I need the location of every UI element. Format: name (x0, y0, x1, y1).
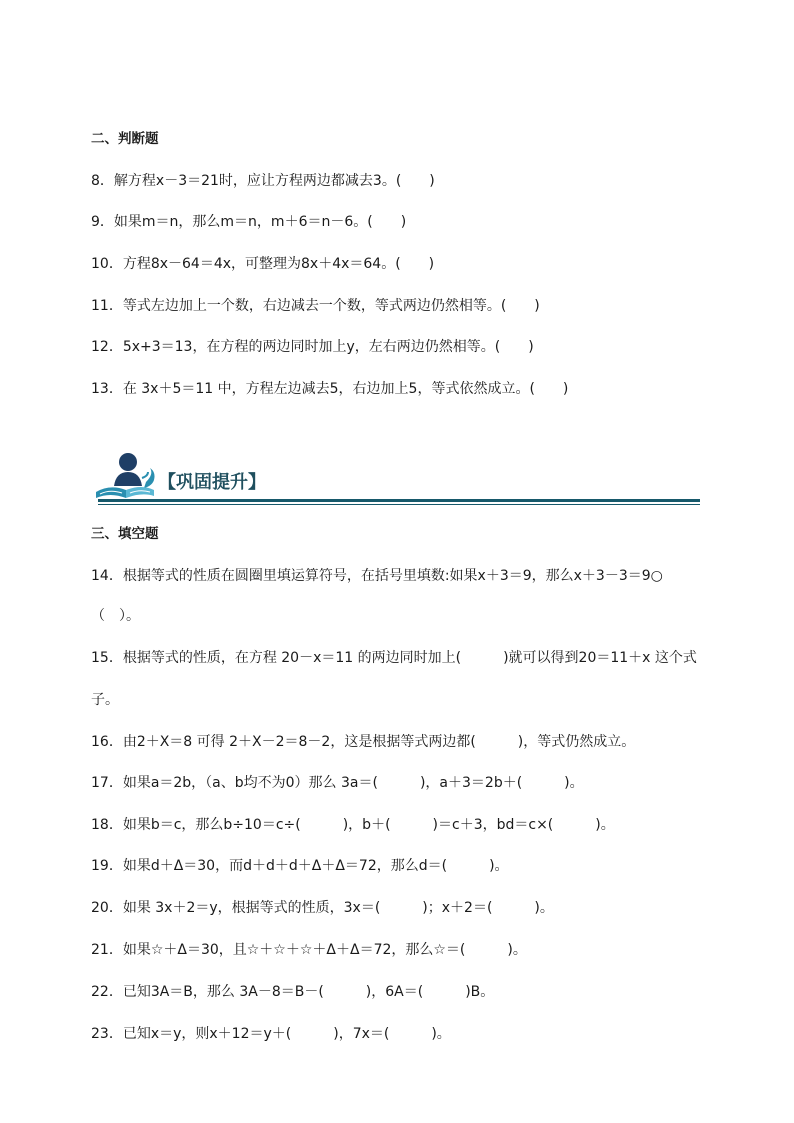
question-14-cont: （ ）。 (91, 608, 140, 624)
banner-title: 【巩固提升】 (158, 472, 266, 493)
question-19: 19．如果d＋Δ＝30，而d＋d＋d＋Δ＋Δ＝72，那么d＝( )。 (91, 858, 509, 874)
section-heading-fill-blank: 三、填空题 (91, 526, 159, 542)
question-23: 23．已知x＝y，则x＋12＝y＋( )，7x＝( )。 (91, 1026, 451, 1042)
question-10: 10．方程8x－64＝4x，可整理为8x＋4x＝64。( ) (91, 256, 435, 272)
section-heading-judgement: 二、判断题 (91, 131, 159, 147)
reader-book-icon (92, 448, 158, 502)
question-16: 16．由2＋X＝8 可得 2＋X－2＝8－2，这是根据等式两边都( )，等式仍然成立。 (91, 734, 636, 750)
question-13: 13．在 3x＋5＝11 中，方程左边减去5，右边加上5，等式依然成立。( ) (91, 381, 569, 397)
section-banner (92, 448, 700, 510)
question-18: 18．如果b＝c，那么b÷10＝c÷( )，b＋( )＝c＋3，bd＝c×( )。 (91, 817, 615, 833)
question-8: 8．解方程x－3＝21时，应让方程两边都减去3。( ) (91, 173, 435, 189)
question-15-cont: 子。 (91, 692, 119, 708)
question-21: 21．如果☆＋Δ＝30，且☆＋☆＋☆＋Δ＋Δ＝72，那么☆＝( )。 (91, 942, 527, 958)
question-17: 17．如果a＝2b，（a、b均不为0）那么 3a＝( )，a＋3＝2b＋( )。 (91, 775, 584, 791)
question-9: 9．如果m＝n，那么m＝n，m＋6＝n－6。( ) (91, 214, 407, 230)
question-15: 15．根据等式的性质，在方程 20－x＝11 的两边同时加上( )就可以得到20＝11＋x 这个式 (91, 650, 697, 666)
question-12: 12．5x+3＝13，在方程的两边同时加上y，左右两边仍然相等。( ) (91, 339, 534, 355)
banner-rule-thick (98, 499, 700, 502)
question-11: 11．等式左边加上一个数，右边减去一个数，等式两边仍然相等。( ) (91, 298, 540, 314)
question-14: 14．根据等式的性质在圆圈里填运算符号，在括号里填数:如果x＋3＝9，那么x＋3－3＝9○ (91, 568, 663, 584)
banner-rule-thin (98, 504, 700, 505)
question-20: 20．如果 3x＋2＝y，根据等式的性质，3x＝( )；x＋2＝( )。 (91, 900, 554, 916)
question-22: 22．已知3A＝B，那么 3A－8＝B－( )，6A＝( )B。 (91, 984, 495, 1000)
